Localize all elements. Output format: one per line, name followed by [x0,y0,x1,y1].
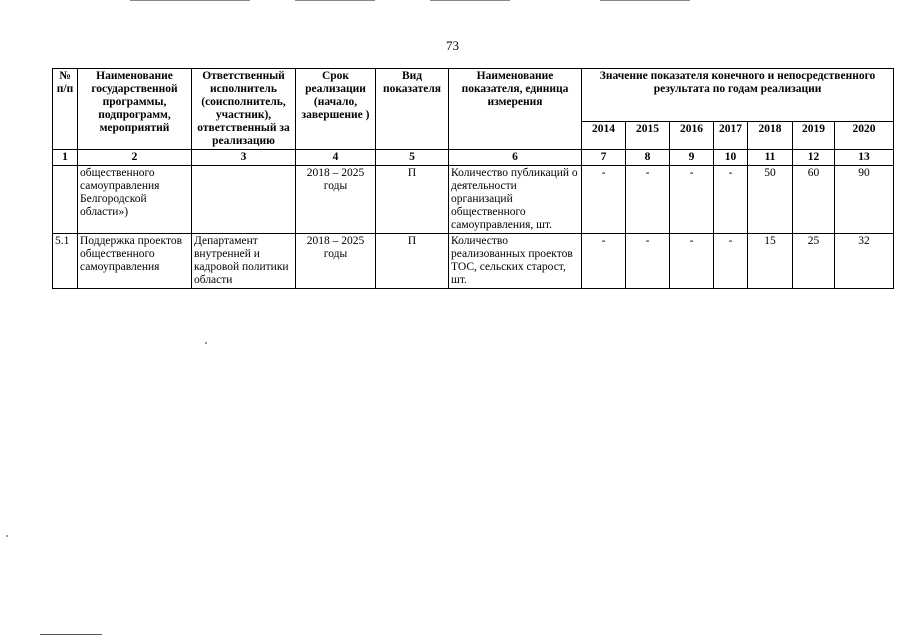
row-value: 50 [748,166,793,234]
column-number: 12 [793,150,835,166]
scan-edge-line [430,0,510,1]
column-number: 9 [670,150,714,166]
header-year: 2019 [793,121,835,149]
row-program-name: общественного самоуправления Белгородской области») [78,166,192,234]
row-number: 5.1 [53,234,78,289]
column-number: 3 [192,150,296,166]
scan-edge-line [295,0,375,1]
column-number: 4 [296,150,376,166]
row-value: - [670,166,714,234]
column-number: 1 [53,150,78,166]
column-number: 2 [78,150,192,166]
row-value: - [714,166,748,234]
header-responsible: Ответственный исполнитель (соисполнитель, участник), ответственный за реализацию [192,69,296,150]
header-year: 2018 [748,121,793,149]
row-term: 2018 – 2025 годы [296,166,376,234]
page-number: 73 [446,38,459,53]
row-responsible: Департамент внутренней и кадровой политики области [192,234,296,289]
row-responsible [192,166,296,234]
header-year: 2020 [835,121,894,149]
row-value: - [582,234,626,289]
column-number: 11 [748,150,793,166]
row-indicator-name: Количество публикаций о деятельности организаций общественного самоуправления, шт. [449,166,582,234]
column-number: 7 [582,150,626,166]
scan-speck [6,535,8,537]
header-year: 2016 [670,121,714,149]
header-indicator-name: Наименование показателя, единица измерения [449,69,582,150]
header-indicator-type: Вид показателя [376,69,449,150]
column-number: 5 [376,150,449,166]
table-row [53,234,894,289]
header-program-name: Наименование государственной программы, подпрограмм, мероприятий [78,69,192,150]
header-term: Срок реализации (начало, завершение ) [296,69,376,150]
header-number: № п/п [53,69,78,150]
scan-edge-line [130,0,250,1]
row-program-name: Поддержка проектов общественного самоуправления [78,234,192,289]
column-number: 6 [449,150,582,166]
table-row [53,166,894,234]
row-indicator-name: Количество реализованных проектов ТОС, сельских старост, шт. [449,234,582,289]
row-indicator-type: П [376,234,449,289]
row-value: - [626,166,670,234]
table-header-row [53,69,894,122]
row-value: - [626,234,670,289]
column-number: 10 [714,150,748,166]
column-number: 13 [835,150,894,166]
scan-edge-line [600,0,690,1]
row-value: 32 [835,234,894,289]
row-value: - [714,234,748,289]
row-value: - [670,234,714,289]
row-value: 25 [793,234,835,289]
scan-speck [205,342,207,344]
indicator-table [52,68,894,289]
row-value: 15 [748,234,793,289]
row-indicator-type: П [376,166,449,234]
row-value: 60 [793,166,835,234]
row-value: - [582,166,626,234]
header-values-group: Значение показателя конечного и непосредственного результата по годам реализации [582,69,894,122]
footnote-separator [40,634,102,635]
column-number-row [53,150,894,166]
row-term: 2018 – 2025 годы [296,234,376,289]
row-number [53,166,78,234]
column-number: 8 [626,150,670,166]
header-year: 2017 [714,121,748,149]
header-year: 2015 [626,121,670,149]
row-value: 90 [835,166,894,234]
header-year: 2014 [582,121,626,149]
